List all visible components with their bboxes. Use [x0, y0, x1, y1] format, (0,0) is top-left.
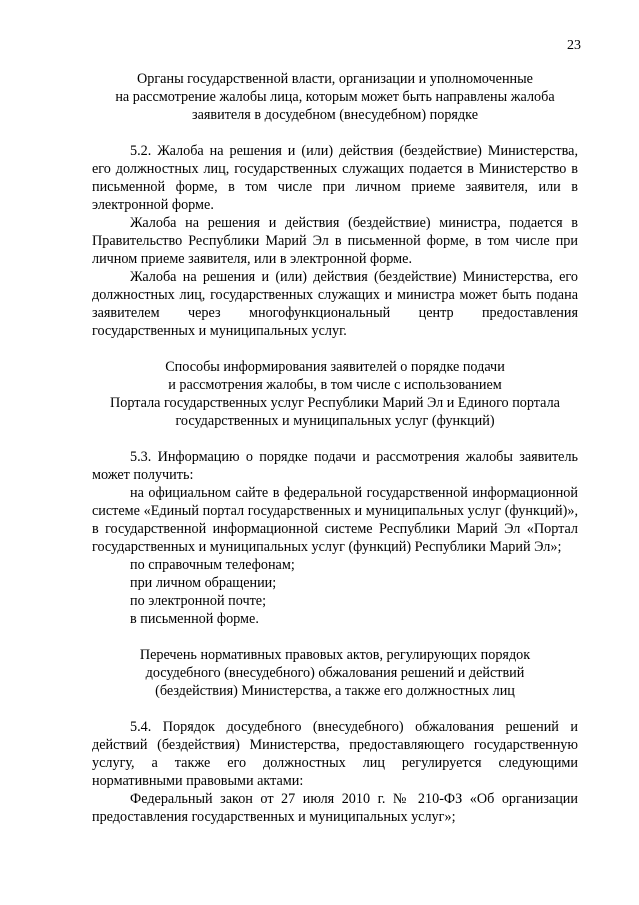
section-heading-complaint-bodies: Органы государственной власти, организации и уполномоченные на рассмотрение жалобы лица, которым может быть направлены жалоба заявителя в досудебном (внесудебном) порядке — [115, 71, 555, 123]
paragraph-5-2-minister: Жалоба на решения и действия (бездействие) министра, подается в Правительство Республики Марий Эл в письменной форме, в том числе при личном приеме заявителя, или в электронной форме. — [92, 215, 578, 267]
paragraph-5-3: 5.3. Информацию о порядке подачи и рассмотрения жалобы заявитель может получить: — [92, 449, 578, 483]
list-item: при личном обращении; — [130, 575, 277, 591]
list-item: по справочным телефонам; — [130, 557, 295, 573]
list-item: по электронной почте; — [130, 593, 267, 609]
section-heading-informing-methods: Способы информирования заявителей о порядке подачи и рассмотрения жалобы, в том числе с использованием Портала государственных услуг Республики Марий Эл и Единого портала государственных и муниципальных услуг (функций) — [110, 359, 560, 429]
section-heading-regulatory-acts: Перечень нормативных правовых актов, регулирующих порядок досудебного (внесудебного) обжалования решений и действий (бездействия) Министерства, а также его должностных лиц — [139, 647, 531, 699]
page-number: 23 — [567, 38, 581, 53]
paragraph-5-2-mfc: Жалоба на решения и (или) действия (бездействие) Министерства, его должностных лиц, государственных служащих и министра может быть подана заявителем через многофункциональный центр предоставления государственных и муниципальных услуг. — [92, 269, 578, 339]
document-body — [92, 70, 578, 826]
list-item: в письменной форме. — [130, 611, 259, 627]
paragraph-5-4: 5.4. Порядок досудебного (внесудебного) обжалования решений и действий (бездействия) Министерства, предоставляющего государственную услугу, а также его должностных лиц регулируется следующими нормативными правовыми актами: — [92, 719, 578, 789]
paragraph-5-2: 5.2. Жалоба на решения и (или) действия (бездействие) Министерства, его должностных лиц, государственных служащих подается в Министерство в письменной форме, в том числе при личном приеме заявителя, или в электронной форме. — [92, 143, 578, 213]
paragraph-5-4-federal-law: Федеральный закон от 27 июля 2010 г. № 210-ФЗ «Об организации предоставления государственных и муниципальных услуг»; — [92, 791, 578, 825]
paragraph-5-3-portal: на официальном сайте в федеральной государственной информационной системе «Единый портал государственных и муниципальных услуг (функций)», в государственной информационной системе Республики Марий Эл «Портал государственных и муниципальных услуг (функций) Республики Марий Эл»; — [92, 485, 578, 555]
